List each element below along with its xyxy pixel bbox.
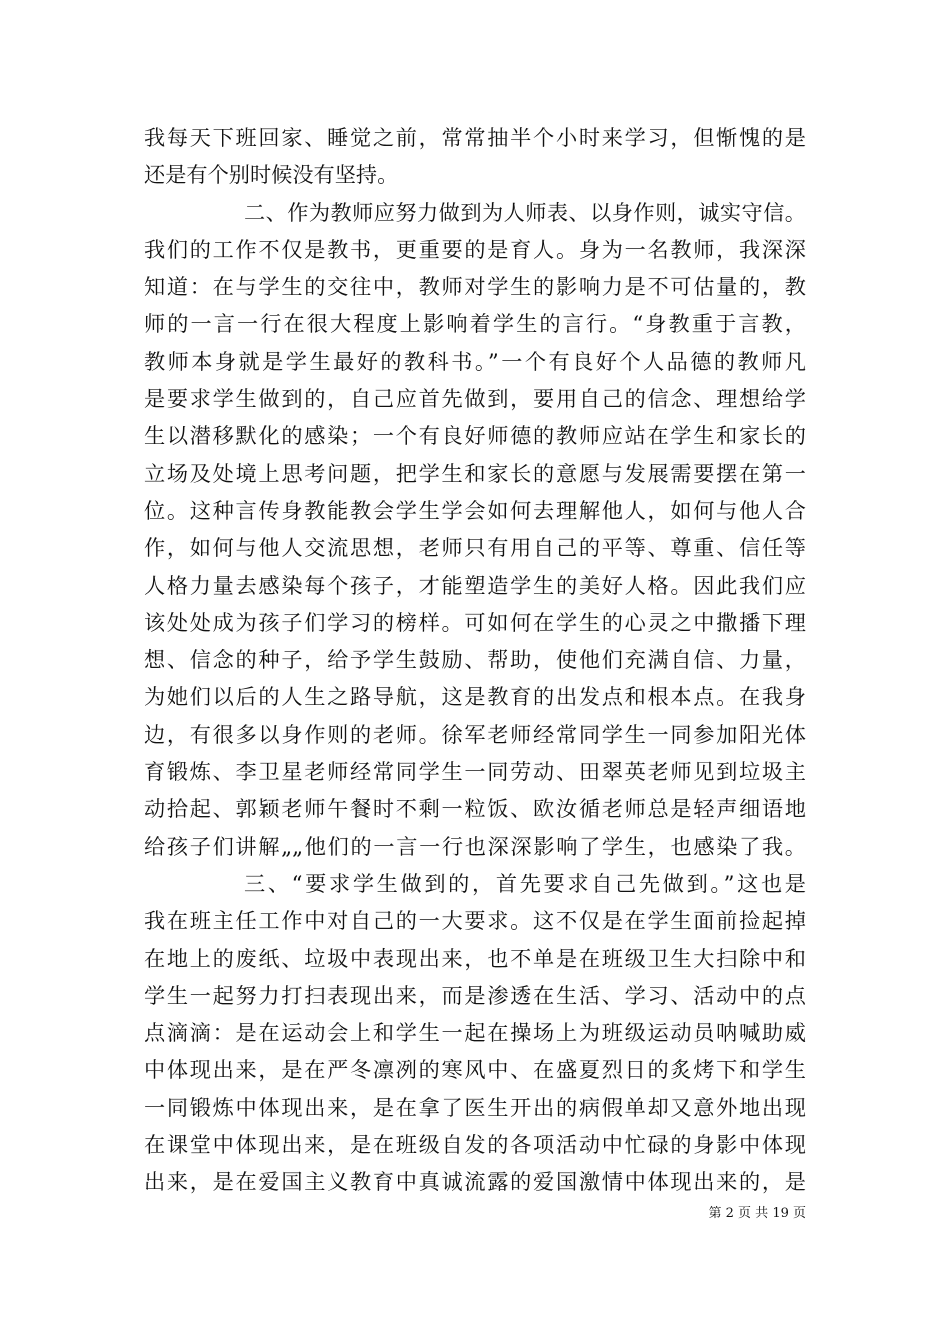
text-line: 动拾起、郭颖老师午餐时不剩一粒饭、欧汝循老师总是轻声细语地 (144, 796, 806, 822)
text-line: 育锻炼、李卫星老师经常同学生一同劳动、田翠英老师见到垃圾主 (144, 759, 806, 785)
text-line: 为她们以后的人生之路导航，这是教育的出发点和根本点。在我身 (144, 684, 806, 710)
text-line: 人格力量去感染每个孩子，才能塑造学生的美好人格。因此我们应 (144, 572, 806, 598)
text-line: 三、“要求学生做到的，首先要求自己先做到。”这也是 (244, 870, 806, 896)
text-line: 想、信念的种子，给予学生鼓励、帮助，使他们充满自信、力量， (144, 647, 806, 673)
page-number: 第 2 页 共 19 页 (708, 1206, 806, 1221)
text-line: 一同锻炼中体现出来，是在拿了医生开出的病假单却又意外地出现 (144, 1094, 806, 1120)
text-line: 位。这种言传身教能教会学生学会如何去理解他人，如何与他人合 (144, 497, 806, 523)
text-line: 立场及处境上思考问题，把学生和家长的意愿与发展需要摆在第一 (144, 460, 806, 486)
text-line: 给孩子们讲解„„他们的一言一行也深深影响了学生，也感染了我。 (144, 833, 806, 859)
document-body (144, 119, 806, 1201)
text-line: 我们的工作不仅是教书，更重要的是育人。身为一名教师，我深深 (144, 236, 806, 262)
text-line: 我每天下班回家、睡觉之前，常常抽半个小时来学习，但惭愧的是 (144, 125, 806, 150)
text-line: 在课堂中体现出来，是在班级自发的各项活动中忙碌的身影中体现 (144, 1132, 806, 1158)
text-line: 二、作为教师应努力做到为人师表、以身作则，诚实守信。 (244, 199, 806, 225)
text-line: 教师本身就是学生最好的教科书。”一个有良好个人品德的教师凡 (144, 348, 806, 374)
text-line: 边，有很多以身作则的老师。徐军老师经常同学生一同参加阳光体 (144, 721, 806, 747)
text-line: 该处处成为孩子们学习的榜样。可如何在学生的心灵之中撒播下理 (144, 609, 806, 635)
text-line: 出来，是在爱国主义教育中真诚流露的爱国激情中体现出来的，是 (144, 1169, 806, 1195)
text-line: 生以潜移默化的感染；一个有良好师德的教师应站在学生和家长的 (144, 423, 806, 449)
text-line: 我在班主任工作中对自己的一大要求。这不仅是在学生面前捡起掉 (144, 908, 806, 934)
text-line: 点滴滴：是在运动会上和学生一起在操场上为班级运动员呐喊助威 (144, 1020, 806, 1046)
text-line: 师的一言一行在很大程度上影响着学生的言行。“身教重于言教， (144, 311, 806, 337)
text-line: 在地上的废纸、垃圾中表现出来，也不单是在班级卫生大扫除中和 (144, 945, 806, 971)
text-line: 中体现出来，是在严冬凛冽的寒风中、在盛夏烈日的炙烤下和学生 (144, 1057, 806, 1083)
text-line: 学生一起努力打扫表现出来，而是渗透在生活、学习、活动中的点 (144, 982, 806, 1008)
text-line: 是要求学生做到的，自己应首先做到，要用自己的信念、理想给学 (144, 386, 806, 412)
text-line: 作，如何与他人交流思想，老师只有用自己的平等、尊重、信任等 (144, 535, 806, 561)
text-line: 知道：在与学生的交往中，教师对学生的影响力是不可估量的，教 (144, 274, 806, 300)
text-line: 还是有个别时候没有坚持。 (144, 162, 399, 188)
